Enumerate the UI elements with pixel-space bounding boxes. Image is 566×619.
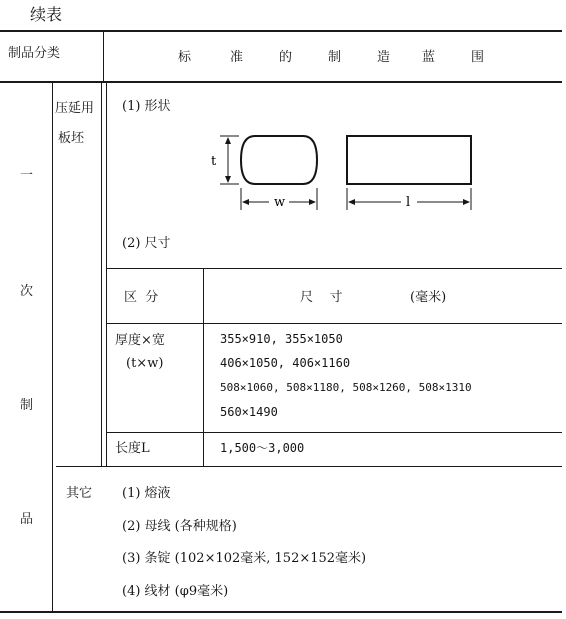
slab-cross-section-shape <box>241 136 317 184</box>
others-top-rule <box>56 466 562 467</box>
table-top-rule <box>0 30 562 32</box>
size-value-line-4: 560×1490 <box>220 405 278 419</box>
header-char-7: 围 <box>471 50 485 65</box>
continued-title: 续表 <box>30 5 63 24</box>
size-table-row-rule <box>106 432 562 433</box>
size-table-top-rule <box>106 268 562 269</box>
header-char-6: 蓝 <box>422 50 436 65</box>
length-label-cell: 长度L <box>115 441 150 456</box>
width-label: w <box>274 195 286 210</box>
slab-label-line1: 压延用 <box>55 101 95 116</box>
primary-label-rule <box>52 83 53 611</box>
slab-label-line2: 板坯 <box>58 131 85 146</box>
thickness-width-label: 厚度×宽 <box>115 333 165 348</box>
header-char-5: 造 <box>377 50 391 65</box>
primary-label-char-1: 一 <box>20 168 34 183</box>
others-label: 其它 <box>66 486 93 501</box>
primary-label-char-2: 次 <box>20 284 34 299</box>
primary-label-char-4: 品 <box>20 512 34 527</box>
size-table-col2-unit: (毫米) <box>410 290 447 305</box>
table-bottom-rule <box>0 611 562 613</box>
thickness-label: t <box>211 154 217 169</box>
thickness-width-sublabel: (t×w) <box>126 356 164 371</box>
size-value-line-2: 406×1050, 406×1160 <box>220 356 351 370</box>
header-char-3: 的 <box>279 50 293 65</box>
length-value: 1,500～3,000 <box>220 441 305 455</box>
others-item-3: (3) 条锭 (102×102毫米, 152×152毫米) <box>122 551 367 566</box>
size-value-line-1: 355×910, 355×1050 <box>220 332 343 346</box>
slab-label-rule-1 <box>101 83 102 466</box>
header-bottom-rule <box>0 81 562 83</box>
shape-heading: (1) 形状 <box>122 99 171 114</box>
primary-label-char-3: 制 <box>20 398 34 413</box>
slab-long-section-shape <box>347 136 471 184</box>
slab-label-rule-2 <box>106 83 107 466</box>
size-table-col1-header: 区 分 <box>124 290 159 305</box>
header-char-2: 准 <box>230 50 244 65</box>
size-table-col2-header: 尺 寸 <box>300 290 343 305</box>
size-table-column-rule <box>203 268 204 466</box>
length-label: l <box>406 195 411 210</box>
header-standard-range <box>0 46 566 64</box>
others-item-2: (2) 母线 (各种规格) <box>122 519 237 534</box>
size-table-header-rule <box>106 323 562 324</box>
header-char-4: 制 <box>328 50 342 65</box>
size-value-line-3: 508×1060, 508×1180, 508×1260, 508×1310 <box>220 381 472 394</box>
others-item-1: (1) 熔液 <box>122 486 171 501</box>
header-category: 制品分类 <box>8 46 61 61</box>
slab-shape-diagram <box>205 126 480 218</box>
header-char-1: 标 <box>178 50 192 65</box>
others-item-4: (4) 线材 (φ9毫米) <box>122 584 229 599</box>
size-heading: (2) 尺寸 <box>122 236 171 251</box>
